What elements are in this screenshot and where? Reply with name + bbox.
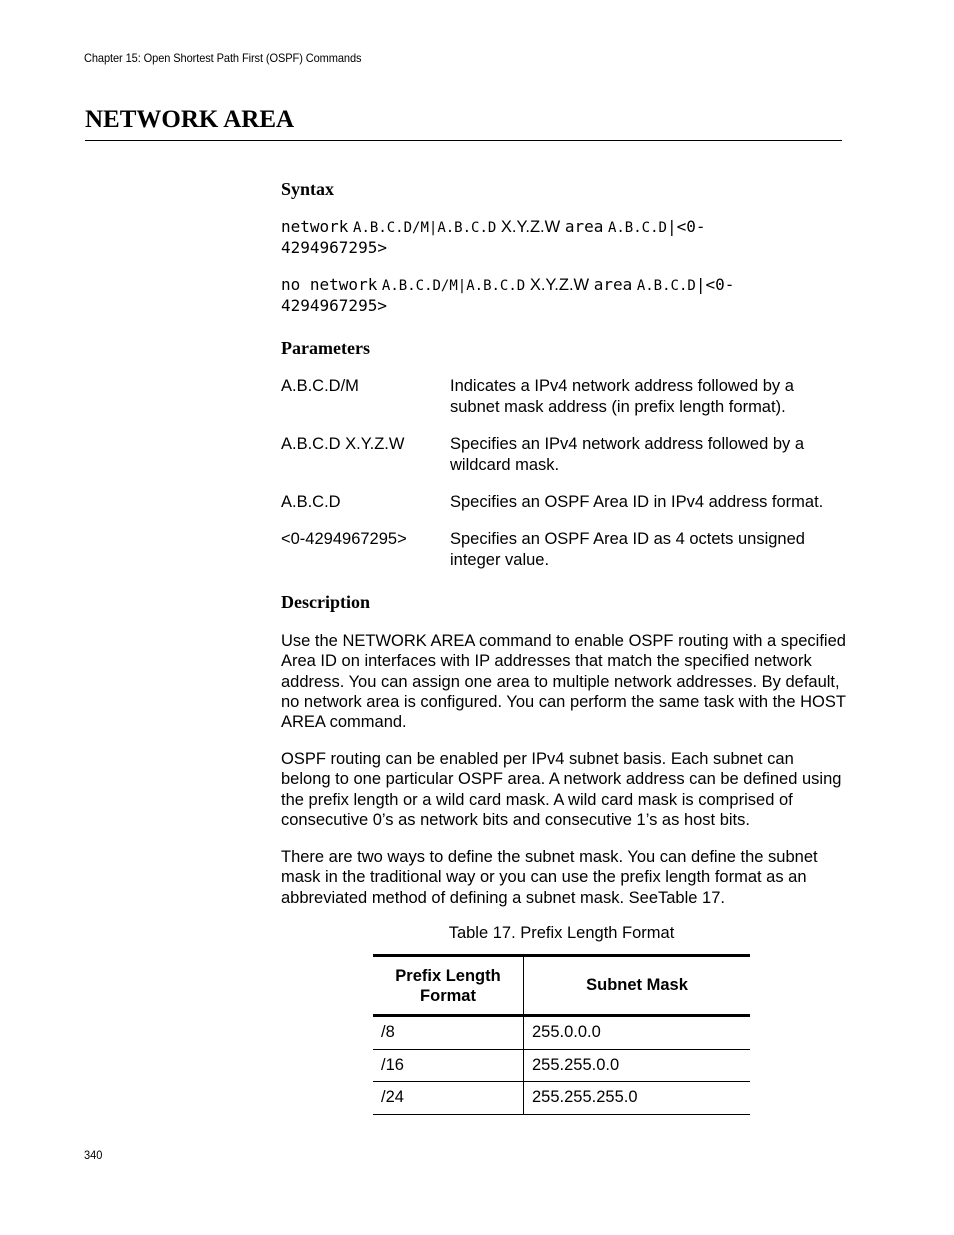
- page-title: NETWORK AREA: [85, 106, 295, 133]
- running-head: Chapter 15: Open Shortest Path First (OSPF) Commands: [84, 51, 362, 65]
- syntax-arg-range-end: 4294967295>: [281, 296, 387, 315]
- param-definition: Specifies an OSPF Area ID in IPv4 address format.: [450, 493, 824, 511]
- description-paragraph: Use the NETWORK AREA command to enable OSPF routing with a specified Area ID on interfaces with IP addresses that match the specified network address. You can assign one area to multiple network addresses. By default, no network area is configured. You can perform the same task with the HOST AREA command.: [281, 632, 846, 732]
- syntax-line-network: [281, 217, 841, 258]
- syntax-arg-range-start: |<0-: [695, 275, 735, 294]
- syntax-arg-area-id: A.B.C.D: [607, 220, 667, 236]
- table-row: [373, 1082, 750, 1115]
- param-definition: Indicates a IPv4 network address followed by a subnet mask address (in prefix length format).: [450, 377, 794, 416]
- syntax-arg-prefix: A.B.C.D/M|A.B.C.D: [353, 220, 497, 236]
- description-paragraph: There are two ways to define the subnet mask. You can define the subnet mask in the traditional way or you can use the prefix length format as an abbreviated method of defining a subnet mask. SeeTable 17.: [281, 848, 818, 907]
- title-rule: [85, 140, 842, 141]
- table-caption: Table 17. Prefix Length Format: [448, 924, 675, 942]
- column-header-subnet-mask: Subnet Mask: [524, 956, 751, 1016]
- syntax-command: network: [281, 217, 349, 236]
- syntax-arg-area-id: A.B.C.D: [636, 278, 696, 294]
- page-number: 340: [84, 1148, 103, 1162]
- parameters-heading: Parameters: [281, 338, 370, 358]
- syntax-arg-range-start: |<0-: [666, 217, 706, 236]
- syntax-arg-prefix: A.B.C.D/M|A.B.C.D: [381, 278, 526, 294]
- param-definition: Specifies an OSPF Area ID as 4 octets unsigned integer value.: [450, 530, 805, 569]
- syntax-line-no-network: [281, 275, 841, 316]
- param-term: A.B.C.D: [281, 493, 341, 511]
- cell-prefix-length: /16: [373, 1049, 524, 1082]
- description-paragraph: OSPF routing can be enabled per IPv4 subnet basis. Each subnet can belong to one particular OSPF area. A network address can be defined using the prefix length or a wild card mask. A wild card mask is comprised of consecutive 0’s as network bits and consecutive 1’s as host bits.: [281, 750, 842, 829]
- cell-prefix-length: /24: [373, 1082, 524, 1115]
- cell-subnet-mask: 255.0.0.0: [524, 1016, 751, 1050]
- syntax-heading: Syntax: [281, 179, 335, 199]
- cell-prefix-length: /8: [373, 1016, 524, 1050]
- param-term: A.B.C.D/M: [281, 377, 359, 395]
- description-heading: Description: [281, 592, 370, 612]
- param-term: <0-4294967295>: [281, 530, 407, 548]
- table-header-row: [373, 956, 750, 1016]
- cell-subnet-mask: 255.255.0.0: [524, 1049, 751, 1082]
- column-header-prefix-length: Prefix Length Format: [373, 956, 524, 1016]
- syntax-arg-wildcard: X.Y.Z.W: [500, 218, 561, 236]
- syntax-arg-range-end: 4294967295>: [281, 238, 387, 257]
- param-term: A.B.C.D X.Y.Z.W: [281, 435, 405, 453]
- syntax-keyword-area: area: [564, 217, 604, 236]
- table-row: [373, 1049, 750, 1082]
- syntax-command: no network: [281, 275, 378, 294]
- syntax-keyword-area: area: [593, 275, 633, 294]
- cell-subnet-mask: 255.255.255.0: [524, 1082, 751, 1115]
- prefix-length-table: [373, 954, 750, 1115]
- syntax-arg-wildcard: X.Y.Z.W: [529, 276, 590, 294]
- param-definition: Specifies an IPv4 network address followed by a wildcard mask.: [450, 435, 805, 474]
- table-row: [373, 1016, 750, 1050]
